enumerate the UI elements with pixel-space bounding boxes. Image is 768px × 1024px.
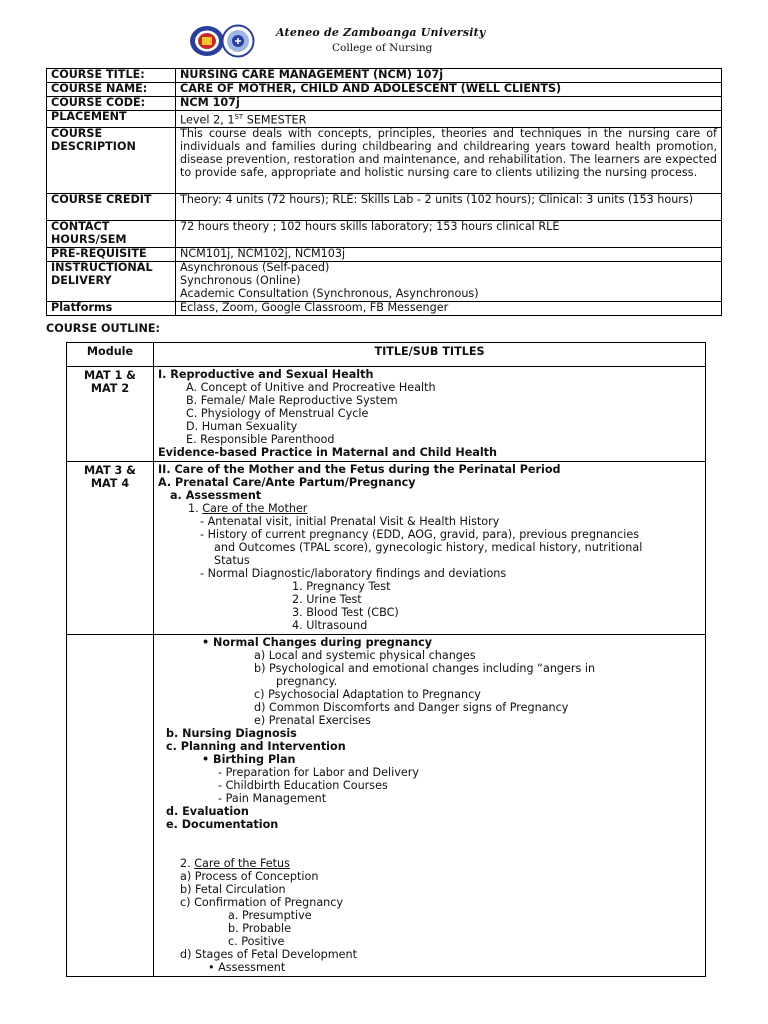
outline-line	[158, 606, 701, 619]
info-key: PRE-REQUISITE	[47, 248, 176, 262]
info-row	[47, 82, 722, 96]
delivery-mode: Synchronous (Online)	[180, 274, 301, 288]
outline-line-text: b) Fetal Circulation	[180, 883, 286, 896]
outline-line-text: I. Reproductive and Sexual Health	[158, 368, 374, 381]
outline-line	[158, 818, 701, 831]
outline-line-text: c) Psychosocial Adaptation to Pregnancy	[254, 688, 481, 701]
info-row	[47, 69, 722, 83]
document-header	[0, 18, 768, 62]
outline-line	[158, 368, 701, 381]
delivery-mode: Asynchronous (Self-paced)	[180, 261, 330, 275]
outline-line-text: c) Confirmation of Pregnancy	[180, 896, 344, 909]
outline-line-text: • Assessment	[208, 961, 286, 974]
outline-line	[158, 502, 701, 515]
outline-line-text: b. Probable	[228, 922, 292, 935]
outline-line	[158, 805, 701, 818]
outline-line-text: d) Stages of Fetal Development	[180, 948, 357, 961]
info-key: INSTRUCTIONAL DELIVERY	[47, 262, 176, 302]
outline-line-text: a. Assessment	[170, 489, 262, 502]
titles-cell	[154, 367, 706, 462]
course-info-table	[46, 68, 722, 316]
outline-line	[158, 766, 701, 779]
info-value: This course deals with concepts, principles, theories and techniques in the nursing care of individuals and families during childbearing and childrearing years toward health promotion, disease prevention, restoration and maintenance, and rehabilitation. The learners are expected to provide safe, appropriate and holistic nursing care to clients utilizing the nursing process.	[176, 128, 722, 194]
module-label: MAT 4	[90, 477, 130, 490]
outline-line-text: D. Human Sexuality	[186, 420, 298, 433]
outline-header-row	[67, 343, 706, 367]
outline-line-text: II. Care of the Mother and the Fetus during the Perinatal Period	[158, 463, 561, 476]
outline-line-text: 1.	[188, 502, 203, 515]
outline-line	[158, 476, 701, 489]
university-name: Ateneo de Zamboanga University	[276, 26, 486, 39]
info-row	[47, 262, 722, 302]
outline-line-text: - History of current pregnancy (EDD, AOG, gravid, para), previous pregnancies	[200, 528, 640, 541]
outline-line	[158, 463, 701, 476]
outline-line-text: 1. Pregnancy Test	[292, 580, 391, 593]
outline-line	[158, 489, 701, 502]
outline-line	[158, 675, 701, 688]
university-logos	[188, 24, 256, 58]
outline-line-text: • Normal Changes during pregnancy	[202, 636, 433, 649]
outline-line-text: 2.	[180, 857, 195, 870]
outline-line-text: 4. Ultrasound	[292, 619, 368, 632]
outline-line	[158, 831, 701, 844]
info-value	[176, 110, 722, 128]
outline-line	[158, 779, 701, 792]
outline-row	[67, 462, 706, 635]
info-value: NCM 107j	[176, 96, 722, 110]
info-key: Platforms	[47, 302, 176, 316]
outline-line-text: 2. Urine Test	[292, 593, 362, 606]
module-label: MAT 3 &	[84, 464, 136, 477]
outline-line-text: - Preparation for Labor and Delivery	[218, 766, 419, 779]
module-cell	[67, 462, 154, 635]
titles-cell	[154, 462, 706, 635]
info-key: CONTACT HOURS/SEM	[47, 221, 176, 248]
outline-line-text: a. Presumptive	[228, 909, 312, 922]
outline-line	[158, 541, 701, 554]
outline-line	[158, 922, 701, 935]
outline-line-text: and Outcomes (TPAL score), gynecologic history, medical history, nutritional	[214, 541, 643, 554]
outline-line	[158, 870, 701, 883]
outline-line	[158, 857, 701, 870]
outline-line-text: E. Responsible Parenthood	[186, 433, 335, 446]
outline-line	[158, 580, 701, 593]
outline-line	[158, 948, 701, 961]
outline-line-text: A. Concept of Unitive and Procreative Health	[186, 381, 436, 394]
outline-line-text: e) Prenatal Exercises	[254, 714, 371, 727]
outline-line-text: - Childbirth Education Courses	[218, 779, 388, 792]
outline-line-text: c. Positive	[228, 935, 285, 948]
info-key: COURSE DESCRIPTION	[47, 128, 176, 194]
outline-line-text: c. Planning and Intervention	[166, 740, 346, 753]
outline-line-text: a) Process of Conception	[180, 870, 319, 883]
ateneo-seal-icon	[190, 26, 224, 56]
outline-line-text: b) Psychological and emotional changes including “angers in	[254, 662, 596, 675]
info-key: COURSE TITLE:	[47, 69, 176, 83]
outline-line	[158, 714, 701, 727]
outline-line-text: Status	[214, 554, 250, 567]
info-row	[47, 302, 722, 316]
info-key: COURSE CODE:	[47, 96, 176, 110]
outline-line	[158, 433, 701, 446]
info-value: CARE OF MOTHER, CHILD AND ADOLESCENT (WELL CLIENTS)	[176, 82, 722, 96]
info-value: 72 hours theory ; 102 hours skills laboratory; 153 hours clinical RLE	[176, 221, 722, 248]
info-key: PLACEMENT	[47, 110, 176, 128]
outline-line-text: a) Local and systemic physical changes	[254, 649, 476, 662]
module-label: MAT 1 &	[84, 369, 136, 382]
placement-level: Level 2, 1	[180, 113, 235, 127]
info-value: NCM101j, NCM102j, NCM103j	[176, 248, 722, 262]
college-name: College of Nursing	[332, 42, 433, 54]
module-cell	[67, 367, 154, 462]
outline-line	[158, 593, 701, 606]
module-cell	[67, 635, 154, 977]
info-row	[47, 248, 722, 262]
outline-line	[158, 394, 701, 407]
info-value: Theory: 4 units (72 hours); RLE: Skills Lab - 2 units (102 hours); Clinical: 3 units (153 hours)	[176, 194, 722, 221]
outline-line	[158, 446, 701, 459]
outline-line	[158, 636, 701, 649]
outline-line	[158, 935, 701, 948]
outline-line-text: A. Prenatal Care/Ante Partum/Pregnancy	[158, 476, 416, 489]
outline-line-text: d. Evaluation	[166, 805, 249, 818]
outline-line	[158, 528, 701, 541]
outline-line	[158, 515, 701, 528]
outline-line	[158, 896, 701, 909]
info-row	[47, 194, 722, 221]
info-value: Eclass, Zoom, Google Classroom, FB Messenger	[176, 302, 722, 316]
outline-line	[158, 619, 701, 632]
outline-row	[67, 635, 706, 977]
info-row	[47, 96, 722, 110]
outline-row	[67, 367, 706, 462]
outline-line	[158, 649, 701, 662]
outline-line-text: pregnancy.	[276, 675, 338, 688]
nursing-seal-icon	[223, 26, 254, 57]
outline-line-text: C. Physiology of Menstrual Cycle	[186, 407, 369, 420]
outline-line-text: - Normal Diagnostic/laboratory findings and deviations	[200, 567, 507, 580]
info-row	[47, 221, 722, 248]
delivery-mode: Academic Consultation (Synchronous, Asynchronous)	[180, 287, 479, 301]
outline-line	[158, 567, 701, 580]
placement-superscript: ST	[234, 112, 244, 121]
outline-line-text: b. Nursing Diagnosis	[166, 727, 297, 740]
info-row	[47, 128, 722, 194]
outline-line	[158, 381, 701, 394]
course-outline-table	[66, 342, 706, 977]
outline-line	[158, 727, 701, 740]
outline-line	[158, 909, 701, 922]
outline-subheading: Care of the Mother	[202, 502, 308, 515]
outline-line-text: e. Documentation	[166, 818, 279, 831]
outline-line-text: - Antenatal visit, initial Prenatal Visit & Health History	[200, 515, 500, 528]
outline-line-text: • Birthing Plan	[202, 753, 296, 766]
outline-line	[158, 740, 701, 753]
outline-line-text: d) Common Discomforts and Danger signs of Pregnancy	[254, 701, 569, 714]
outline-line	[158, 792, 701, 805]
info-value	[176, 262, 722, 302]
outline-subheading: Care of the Fetus	[194, 857, 290, 870]
outline-line-text: 3. Blood Test (CBC)	[292, 606, 399, 619]
outline-line	[158, 407, 701, 420]
info-value: NURSING CARE MANAGEMENT (NCM) 107j	[176, 69, 722, 83]
outline-line	[158, 662, 701, 675]
module-label: MAT 2	[90, 382, 130, 395]
module-header: Module	[67, 343, 154, 367]
outline-line-text: Evidence-based Practice in Maternal and Child Health	[158, 446, 497, 459]
info-key: COURSE NAME:	[47, 82, 176, 96]
outline-line-text: - Pain Management	[218, 792, 327, 805]
outline-line	[158, 883, 701, 896]
outline-line	[158, 753, 701, 766]
info-key: COURSE CREDIT	[47, 194, 176, 221]
outline-line	[158, 701, 701, 714]
outline-line	[158, 420, 701, 433]
outline-line	[158, 961, 701, 974]
titles-cell	[154, 635, 706, 977]
titles-header: TITLE/SUB TITLES	[154, 343, 706, 367]
outline-line	[158, 688, 701, 701]
outline-line	[158, 554, 701, 567]
outline-line-text: B. Female/ Male Reproductive System	[186, 394, 398, 407]
info-row	[47, 110, 722, 128]
outline-line	[158, 844, 701, 857]
course-outline-label: COURSE OUTLINE:	[46, 322, 161, 335]
placement-semester: SEMESTER	[243, 113, 307, 127]
